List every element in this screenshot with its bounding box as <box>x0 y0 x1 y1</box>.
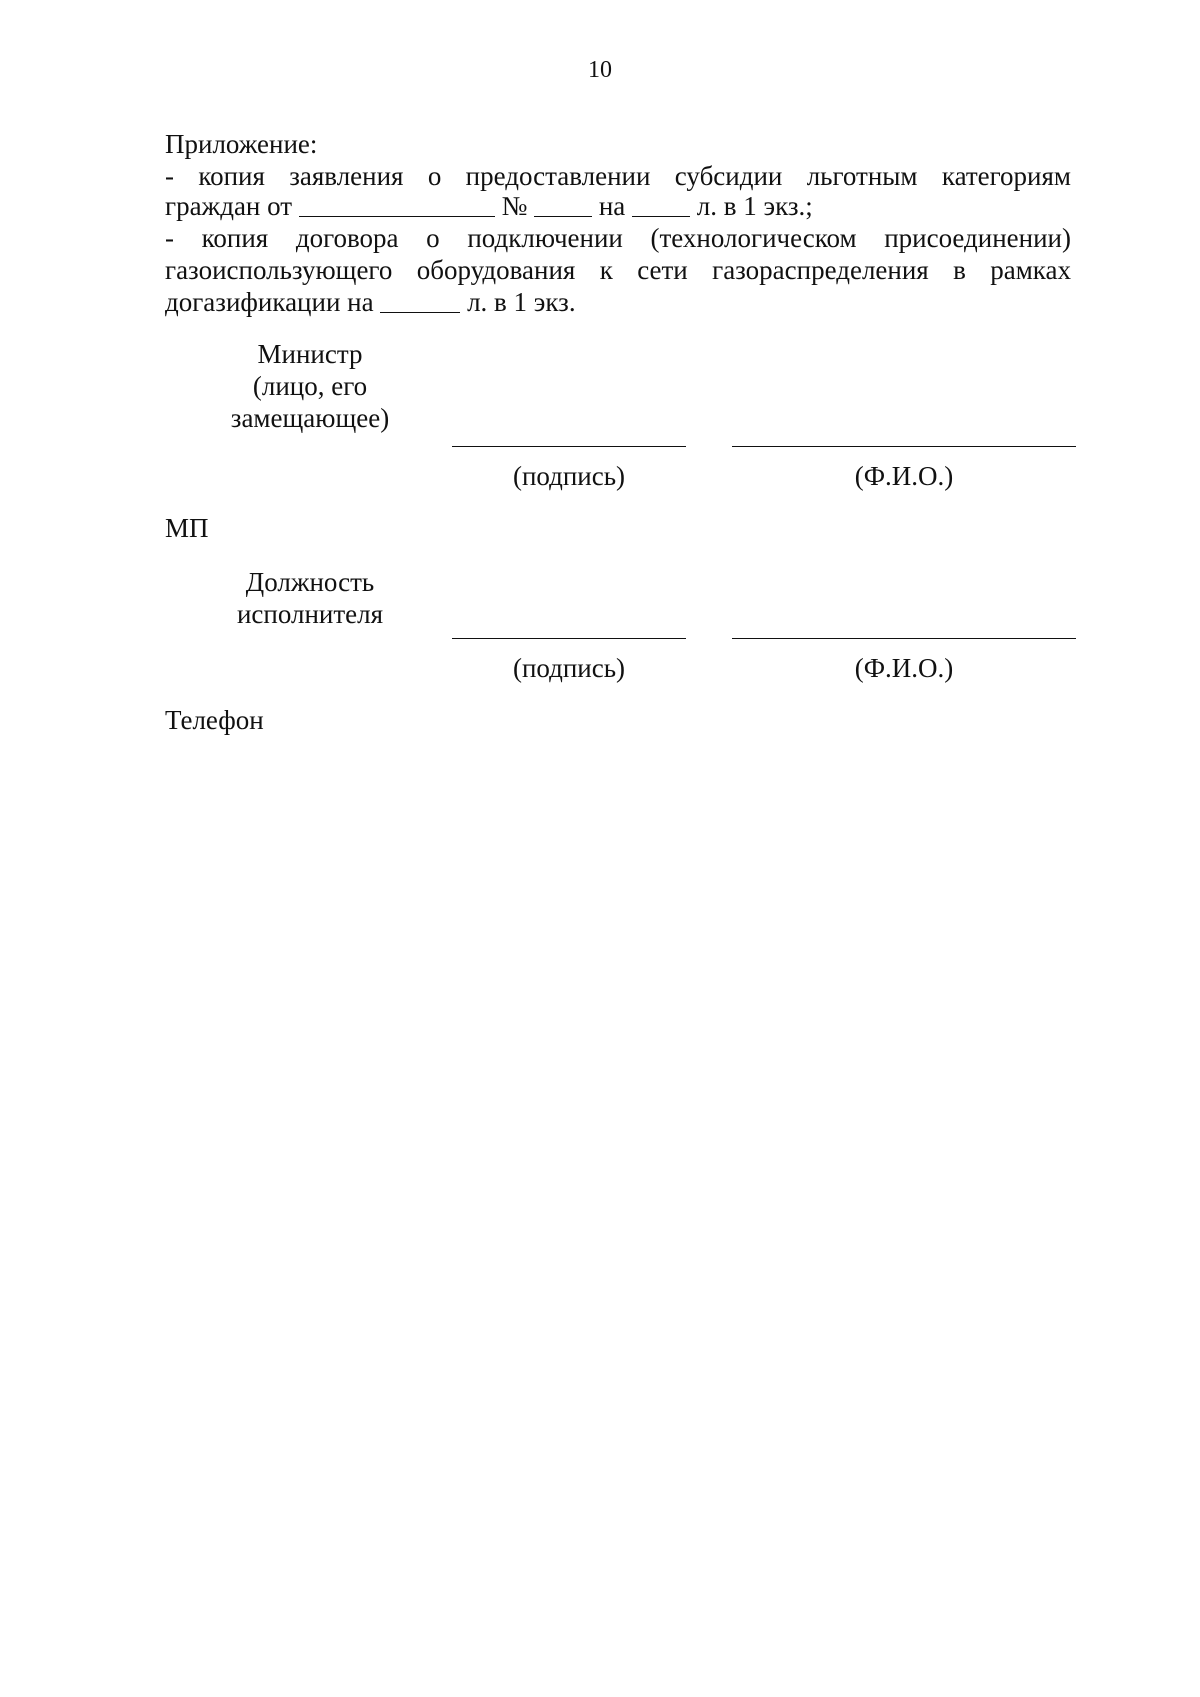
attachment-item1-line1: - копия заявления о предоставлении субсидии льготным категориям <box>165 161 1071 191</box>
contract-copies-label: л. в 1 экз. <box>467 287 576 317</box>
executor-label-line2: исполнителя <box>236 599 384 629</box>
minister-name-caption: (Ф.И.О.) <box>854 461 954 491</box>
contract-sheets-blank[interactable] <box>380 292 460 313</box>
attachment-copies-label: л. в 1 экз.; <box>696 191 813 221</box>
application-number-blank[interactable] <box>534 196 592 217</box>
gasification-label: догазификации на <box>165 287 374 317</box>
minister-label-line3: замещающее) <box>230 403 390 433</box>
attachment-title: Приложение: <box>165 129 318 159</box>
executor-name-caption: (Ф.И.О.) <box>854 653 954 683</box>
stamp-label: МП <box>165 513 209 543</box>
application-sheets-blank[interactable] <box>632 196 690 217</box>
attachment-item2-line1: - копия договора о подключении (технологическом присоединении) <box>165 223 1071 253</box>
minister-label-line1: Министр <box>257 339 363 369</box>
attachment-number-sign: № <box>501 191 528 221</box>
executor-signature-line[interactable] <box>452 638 686 639</box>
application-date-blank[interactable] <box>299 196 495 217</box>
phone-label: Телефон <box>165 705 264 735</box>
executor-name-line[interactable] <box>732 638 1076 639</box>
attachment-from-label: граждан от <box>165 191 293 221</box>
attachment-item2-line2: газоиспользующего оборудования к сети газораспределения в рамках <box>165 255 1071 285</box>
attachment-on-label: на <box>598 191 626 221</box>
minister-name-line[interactable] <box>732 446 1076 447</box>
minister-label-line2: (лицо, его <box>252 371 368 401</box>
executor-signature-caption: (подпись) <box>512 653 626 683</box>
minister-signature-caption: (подпись) <box>512 461 626 491</box>
executor-label-line1: Должность <box>245 567 375 597</box>
minister-signature-line[interactable] <box>452 446 686 447</box>
page-number: 10 <box>588 57 612 83</box>
attachment-item2-line3 <box>165 286 1071 318</box>
attachment-item1-line2 <box>165 190 1071 222</box>
